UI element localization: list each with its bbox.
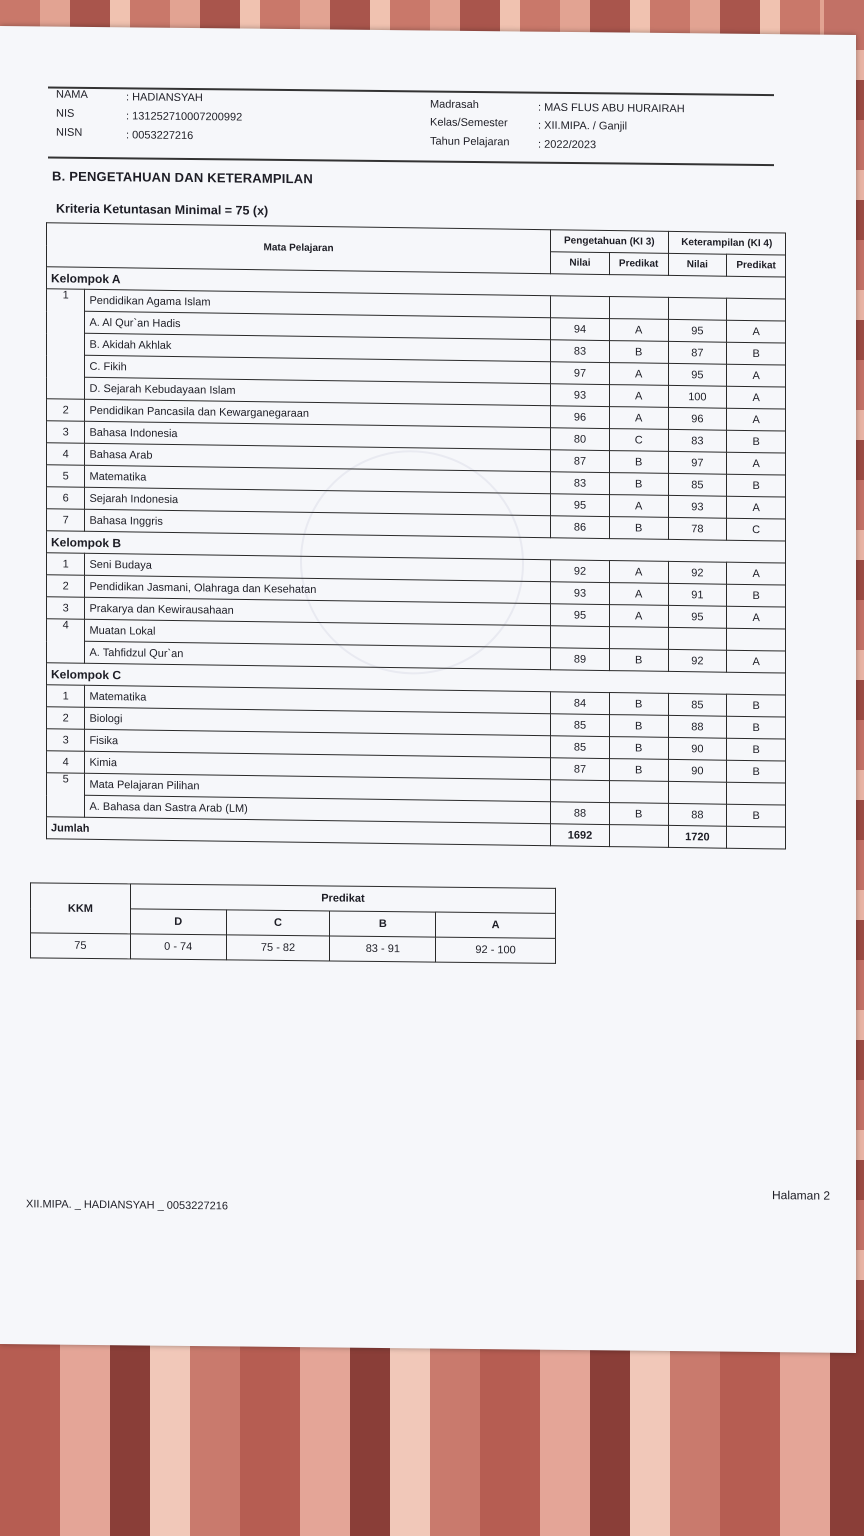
grade-b-header: B xyxy=(330,911,436,937)
predikat-ki4: A xyxy=(727,496,786,519)
ki3-nilai-header: Nilai xyxy=(551,252,610,275)
student-header xyxy=(48,83,776,152)
predikat-ki3: A xyxy=(609,583,668,606)
nilai-ki4: 95 xyxy=(668,319,727,342)
nilai-ki3: 83 xyxy=(551,472,610,495)
predikat-ki4: B xyxy=(727,342,786,365)
ki4-nilai-header: Nilai xyxy=(668,253,727,276)
predikat-ki3: B xyxy=(609,451,668,474)
range-a: 92 - 100 xyxy=(436,937,556,963)
subject-name: Bahasa Indonesia xyxy=(85,421,551,450)
page-number: Halaman 2 xyxy=(772,1188,831,1203)
kelas-value: : XII.MIPA. / Ganjil xyxy=(538,119,628,133)
predikat-ki3: B xyxy=(609,715,668,738)
predikat-ki4: A xyxy=(727,408,786,431)
predikat-ki4: B xyxy=(727,474,786,497)
row-no: 1 xyxy=(47,685,85,708)
subject-name: Pendidikan Pancasila dan Kewarganegaraan xyxy=(85,399,551,428)
row-no: 5 xyxy=(47,773,85,818)
range-c: 75 - 82 xyxy=(226,935,330,961)
nilai-ki3: 95 xyxy=(551,604,610,627)
nilai-ki3: 85 xyxy=(551,736,610,759)
nilai-ki4: 96 xyxy=(668,407,727,430)
subject-name: A. Bahasa dan Sastra Arab (LM) xyxy=(85,795,551,824)
total-ki4: 1720 xyxy=(668,825,727,848)
nilai-ki4: 90 xyxy=(668,737,727,760)
group-b-label: Kelompok B xyxy=(47,531,786,563)
row-no: 2 xyxy=(47,707,85,730)
predikat-ki4: B xyxy=(727,694,786,717)
predikat-ki4: B xyxy=(727,738,786,761)
subject-name: A. Al Qur`an Hadis xyxy=(85,311,551,340)
mapel-header: Mata Pelajaran xyxy=(47,223,551,274)
nilai-ki4: 85 xyxy=(668,693,727,716)
predikat-header-row xyxy=(31,883,556,913)
footer-identity: XII.MIPA. _ HADIANSYAH _ 0053227216 xyxy=(26,1198,228,1213)
nis-label: NIS xyxy=(56,107,75,120)
tahun-value: : 2022/2023 xyxy=(538,138,597,152)
nilai-ki4: 92 xyxy=(668,561,727,584)
predikat-ki3: A xyxy=(609,385,668,408)
row-no: 4 xyxy=(47,443,85,466)
nilai-ki4: 85 xyxy=(668,473,727,496)
row-no: 2 xyxy=(47,575,85,598)
grade-a-header: A xyxy=(436,912,556,938)
nama-value: : HADIANSYAH xyxy=(126,91,203,105)
predikat-ki4: B xyxy=(727,716,786,739)
subject-name: Mata Pelajaran Pilihan xyxy=(85,773,551,802)
nilai-ki3: 89 xyxy=(551,648,610,671)
nilai-ki4: 93 xyxy=(668,495,727,518)
empty-cell xyxy=(609,297,668,320)
nilai-ki4: 95 xyxy=(668,363,727,386)
predikat-ki4: A xyxy=(727,562,786,585)
nilai-ki4: 88 xyxy=(668,715,727,738)
empty-cell xyxy=(609,627,668,650)
kkm-title: Kriteria Ketuntasan Minimal = 75 (x) xyxy=(56,201,269,218)
subject-name: Matematika xyxy=(85,685,551,714)
predikat-ki4: B xyxy=(727,430,786,453)
subject-name: Bahasa Arab xyxy=(85,443,551,472)
kkm-header: KKM xyxy=(31,883,131,934)
nilai-ki4: 83 xyxy=(668,429,727,452)
nilai-ki3: 83 xyxy=(551,340,610,363)
predikat-ki3: A xyxy=(609,561,668,584)
nilai-ki3: 97 xyxy=(551,362,610,385)
row-no: 4 xyxy=(47,751,85,774)
nilai-ki4: 88 xyxy=(668,803,727,826)
nisn-label: NISN xyxy=(56,126,83,139)
predikat-ki4: B xyxy=(727,804,786,827)
empty-cell xyxy=(551,296,610,319)
nilai-ki3: 93 xyxy=(551,384,610,407)
row-no: 3 xyxy=(47,421,85,444)
group-c-label: Kelompok C xyxy=(47,663,786,695)
predikat-ki4: A xyxy=(727,320,786,343)
empty-cell xyxy=(668,627,727,650)
empty-cell xyxy=(551,626,610,649)
predikat-ki3: B xyxy=(609,803,668,826)
ki4-header: Keterampilan (KI 4) xyxy=(668,231,785,255)
subject-name: B. Akidah Akhlak xyxy=(85,333,551,362)
predikat-ki4: A xyxy=(727,364,786,387)
row-no: 4 xyxy=(47,619,85,664)
nilai-ki4: 91 xyxy=(668,583,727,606)
subject-name: Matematika xyxy=(85,465,551,494)
subject-name: D. Sejarah Kebudayaan Islam xyxy=(85,377,551,406)
ki3-header: Pengetahuan (KI 3) xyxy=(551,230,668,254)
nilai-ki4: 87 xyxy=(668,341,727,364)
predikat-ki3: A xyxy=(609,319,668,342)
subject-name: Kimia xyxy=(85,751,551,780)
predikat-ki4: A xyxy=(727,452,786,475)
range-d: 0 - 74 xyxy=(130,934,226,960)
row-no: 3 xyxy=(47,729,85,752)
empty-cell xyxy=(609,825,668,848)
nilai-ki4: 95 xyxy=(668,605,727,628)
predikat-ki3: B xyxy=(609,737,668,760)
ki4-predikat-header: Predikat xyxy=(727,254,786,277)
subject-name: Muatan Lokal xyxy=(85,619,551,648)
empty-cell xyxy=(668,297,727,320)
subject-name: Prakarya dan Kewirausahaan xyxy=(85,597,551,626)
grades-table xyxy=(46,222,786,849)
nilai-ki4: 100 xyxy=(668,385,727,408)
predikat-ki3: B xyxy=(609,759,668,782)
empty-cell xyxy=(668,781,727,804)
predikat-ki3: A xyxy=(609,363,668,386)
empty-cell xyxy=(551,780,610,803)
predikat-ki3: A xyxy=(609,605,668,628)
empty-cell xyxy=(727,298,786,321)
empty-cell xyxy=(727,826,786,849)
grade-d-header: D xyxy=(130,909,226,935)
nilai-ki4: 97 xyxy=(668,451,727,474)
predikat-ki3: B xyxy=(609,341,668,364)
nama-label: NAMA xyxy=(56,88,88,101)
nilai-ki3: 96 xyxy=(551,406,610,429)
total-label: Jumlah xyxy=(47,817,551,846)
predikat-ki3: A xyxy=(609,495,668,518)
subject-name: A. Tahfidzul Qur`an xyxy=(85,641,551,670)
subject-name: Bahasa Inggris xyxy=(85,509,551,538)
nilai-ki3: 88 xyxy=(551,802,610,825)
section-title: B. PENGETAHUAN DAN KETERAMPILAN xyxy=(52,168,313,187)
grade-c-header: C xyxy=(226,910,330,936)
predikat-ki4: A xyxy=(727,386,786,409)
table-header-row xyxy=(47,223,786,255)
row-no: 6 xyxy=(47,487,85,510)
subject-name: Seni Budaya xyxy=(85,553,551,582)
nilai-ki3: 95 xyxy=(551,494,610,517)
predikat-ki4: A xyxy=(727,650,786,673)
nilai-ki3: 87 xyxy=(551,758,610,781)
empty-cell xyxy=(609,781,668,804)
predikat-ki3: B xyxy=(609,693,668,716)
nilai-ki3: 92 xyxy=(551,560,610,583)
report-page xyxy=(0,26,856,1353)
empty-cell xyxy=(727,628,786,651)
row-no: 1 xyxy=(47,553,85,576)
subject-name: C. Fikih xyxy=(85,355,551,384)
nilai-ki4: 78 xyxy=(668,517,727,540)
predikat-ki4: B xyxy=(727,584,786,607)
kelas-label: Kelas/Semester xyxy=(430,116,508,130)
background-bottom xyxy=(0,1320,864,1536)
kkm-value: 75 xyxy=(31,933,131,959)
range-b: 83 - 91 xyxy=(330,936,436,962)
subject-name: Fisika xyxy=(85,729,551,758)
nilai-ki3: 94 xyxy=(551,318,610,341)
row-no: 1 xyxy=(47,289,85,400)
row-no: 3 xyxy=(47,597,85,620)
nilai-ki3: 86 xyxy=(551,516,610,539)
row-no: 5 xyxy=(47,465,85,488)
group-a-label: Kelompok A xyxy=(47,267,786,299)
nis-value: : 131252710007200992 xyxy=(126,110,243,124)
nisn-value: : 0053227216 xyxy=(126,129,194,143)
madrasah-value: : MAS FLUS ABU HURAIRAH xyxy=(538,101,685,116)
predikat-ki4: B xyxy=(727,760,786,783)
subject-name: Biologi xyxy=(85,707,551,736)
nilai-ki3: 93 xyxy=(551,582,610,605)
nilai-ki3: 84 xyxy=(551,692,610,715)
predikat-ki3: A xyxy=(609,407,668,430)
predikat-ki4: A xyxy=(727,606,786,629)
row-no: 7 xyxy=(47,509,85,532)
predikat-ki3: B xyxy=(609,649,668,672)
tahun-label: Tahun Pelajaran xyxy=(430,135,510,149)
nilai-ki4: 92 xyxy=(668,649,727,672)
predikat-ki3: C xyxy=(609,429,668,452)
predikat-range-row xyxy=(31,933,556,963)
subject-name: Pendidikan Agama Islam xyxy=(85,289,551,318)
ki3-predikat-header: Predikat xyxy=(609,253,668,276)
header-rule-bottom xyxy=(48,157,774,167)
predikat-ki4: C xyxy=(727,518,786,541)
predikat-table xyxy=(30,882,556,964)
total-ki3: 1692 xyxy=(551,824,610,847)
row-no: 2 xyxy=(47,399,85,422)
nilai-ki3: 87 xyxy=(551,450,610,473)
subject-name: Pendidikan Jasmani, Olahraga dan Kesehatan xyxy=(85,575,551,604)
nilai-ki4: 90 xyxy=(668,759,727,782)
predikat-ki3: B xyxy=(609,473,668,496)
nilai-ki3: 85 xyxy=(551,714,610,737)
predikat-ki3: B xyxy=(609,517,668,540)
madrasah-label: Madrasah xyxy=(430,98,479,112)
empty-cell xyxy=(727,782,786,805)
subject-name: Sejarah Indonesia xyxy=(85,487,551,516)
nilai-ki3: 80 xyxy=(551,428,610,451)
predikat-header: Predikat xyxy=(130,884,555,913)
